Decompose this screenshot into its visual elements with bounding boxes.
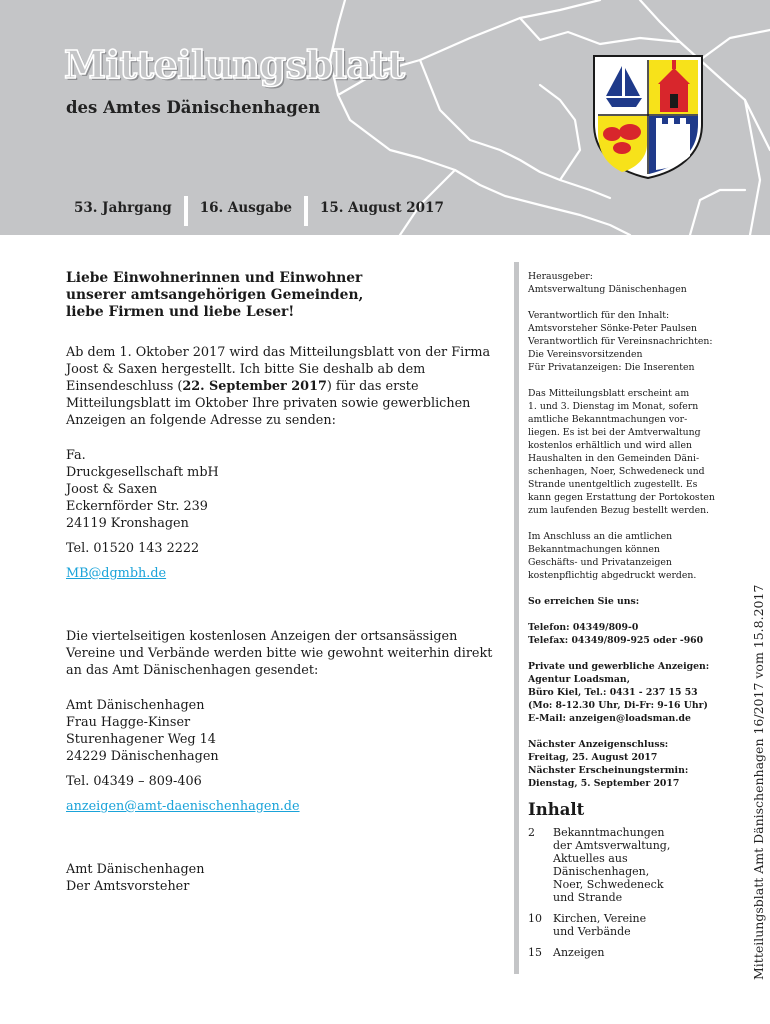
contact-phone: Telefon: 04349/809-0: [528, 622, 639, 633]
sidebar-divider: [514, 262, 519, 974]
notice-line: Im Anschluss an die amtlichen: [528, 531, 673, 542]
responsible-line: Die Vereinsvorsitzenden: [528, 349, 643, 360]
toc-item-label: Bekanntmachungen der Amtsverwaltung, Aktuelles aus Dänischenhagen, Noer, Schwedeneck und Strande: [553, 826, 671, 904]
toc-page-number: 15: [528, 946, 542, 959]
publisher-label: Herausgeber:: [528, 271, 593, 282]
masthead: [0, 0, 770, 235]
deadline-line: Freitag, 25. August 2017: [528, 752, 658, 763]
office-address: [66, 697, 496, 765]
office-phone: Tel. 04349 – 809-406: [66, 774, 202, 789]
signature-line: Der Amtsvorsteher: [66, 879, 190, 894]
imprint-sidebar: [528, 270, 733, 967]
signature-line: Amt Dänischenhagen: [66, 862, 205, 877]
notice-line: kostenpflichtig abgedruckt werden.: [528, 570, 697, 581]
toc-title: Inhalt: [528, 800, 585, 819]
notice-block: [528, 530, 733, 582]
letter-column: [66, 270, 496, 895]
address-line: 24229 Dänischenhagen: [66, 749, 219, 764]
responsible-line: Für Privatanzeigen: Die Inserenten: [528, 362, 695, 373]
toc-page-number: 10: [528, 912, 542, 925]
responsible-line: Verantwortlich für Vereinsnachrichten:: [528, 336, 713, 347]
schedule-line: Haushalten in den Gemeinden Däni-: [528, 453, 700, 464]
intro-text-end: ) für das erste Mitteilungsblatt im Oktober Ihre privaten sowie gewerblichen Anzeigen an folgende Adresse zu senden:: [66, 379, 471, 428]
ads-block: [528, 660, 733, 725]
deadline-date: 22. September 2017: [182, 379, 327, 394]
address-line: Frau Hagge-Kinser: [66, 715, 191, 730]
ads-line: Agentur Loadsman,: [528, 674, 630, 685]
address-line: Druckgesellschaft mbH: [66, 465, 219, 480]
address-line: Eckernförder Str. 239: [66, 499, 208, 514]
schedule-line: kostenlos erhältlich und wird allen: [528, 440, 692, 451]
issue-number: 16. Ausgabe: [199, 200, 292, 216]
printer-email-link[interactable]: MB@dgmbh.de: [66, 566, 167, 581]
schedule-line: Strande unentgeltlich zugestellt. Es: [528, 479, 698, 490]
toc-item-label: Anzeigen: [553, 946, 605, 959]
notice-line: Geschäfts- und Privatanzeigen: [528, 557, 672, 568]
printer-phone: Tel. 01520 143 2222: [66, 541, 200, 556]
publication-title: Mitteilungsblatt: [64, 42, 405, 87]
letter-intro: [66, 344, 496, 429]
issue-year: 53. Jahrgang: [74, 200, 172, 216]
schedule-line: amtliche Bekanntmachungen vor-: [528, 414, 688, 425]
deadline-block: [528, 738, 733, 790]
address-line: Joost & Saxen: [66, 482, 158, 497]
toc-item-label: Kirchen, Vereine und Verbände: [553, 912, 647, 938]
responsible-block: [528, 309, 733, 374]
schedule-line: liegen. Es ist bei der Amtverwaltung: [528, 427, 701, 438]
association-paragraph: Die viertelseitigen kostenlosen Anzeigen der ortsansässigen Vereine und Verbände werden bitte wie gewohnt weiterhin direkt an das Amt Dänischenhagen gesendet:: [66, 629, 493, 678]
deadline-line: Dienstag, 5. September 2017: [528, 778, 680, 789]
publisher-name: Amtsverwaltung Dänischenhagen: [528, 284, 687, 295]
contact-fax: Telefax: 04349/809-925 oder -960: [528, 635, 704, 646]
toc-item[interactable]: [528, 946, 733, 959]
ads-line: Büro Kiel, Tel.: 0431 - 237 15 53: [528, 687, 698, 698]
publication-subtitle: des Amtes Dänischenhagen: [66, 98, 321, 117]
toc-item[interactable]: [528, 912, 733, 938]
schedule-line: kann gegen Erstattung der Portokosten: [528, 492, 715, 503]
schedule-block: [528, 387, 733, 517]
intro-text: Ab dem 1. Oktober 2017 wird das Mitteilungsblatt von der Firma Joost & Saxen hergestellt. Ich bitte Sie deshalb ab dem Einsendeschluss (: [66, 345, 491, 394]
ads-line: (Mo: 8-12.30 Uhr, Di-Fr: 9-16 Uhr): [528, 700, 708, 711]
deadline-line: Nächster Anzeigenschluss:: [528, 739, 669, 750]
toc-page-number: 2: [528, 826, 535, 839]
signature: [66, 861, 496, 895]
schedule-line: schenhagen, Noer, Schwedeneck und: [528, 466, 705, 477]
contact-block: [528, 621, 733, 647]
schedule-line: zum laufenden Bezug bestellt werden.: [528, 505, 710, 516]
address-line: Fa.: [66, 448, 86, 463]
responsible-label: Verantwortlich für den Inhalt:: [528, 310, 670, 321]
office-email-link[interactable]: anzeigen@amt-daenischenhagen.de: [66, 799, 300, 814]
ads-label: Private und gewerbliche Anzeigen:: [528, 661, 710, 672]
issue-date: 15. August 2017: [320, 200, 444, 216]
responsible-line: Amtsvorsteher Sönke-Peter Paulsen: [528, 323, 698, 334]
ads-line: E-Mail: anzeigen@loadsman.de: [528, 713, 691, 724]
schedule-line: Das Mitteilungsblatt erscheint am: [528, 388, 690, 399]
contact-label: So erreichen Sie uns:: [528, 596, 640, 607]
address-line: Amt Dänischenhagen: [66, 698, 205, 713]
address-line: 24119 Kronshagen: [66, 516, 189, 531]
vertical-issue-footer: Mitteilungsblatt Amt Dänischenhagen 16/2017 vom 15.8.2017: [751, 584, 766, 980]
address-line: Sturenhagener Weg 14: [66, 732, 216, 747]
letter-greeting: Liebe Einwohnerinnen und Einwohner unserer amtsangehörigen Gemeinden, liebe Firmen und liebe Leser!: [66, 270, 364, 320]
toc-item[interactable]: [528, 826, 733, 904]
publisher-block: [528, 270, 733, 296]
printer-address: [66, 447, 496, 532]
schedule-line: 1. und 3. Dienstag im Monat, sofern: [528, 401, 699, 412]
issue-info-bar: [64, 196, 456, 226]
deadline-line: Nächster Erscheinungstermin:: [528, 765, 689, 776]
coat-of-arms-icon: [590, 52, 706, 180]
notice-line: Bekanntmachungen können: [528, 544, 660, 555]
